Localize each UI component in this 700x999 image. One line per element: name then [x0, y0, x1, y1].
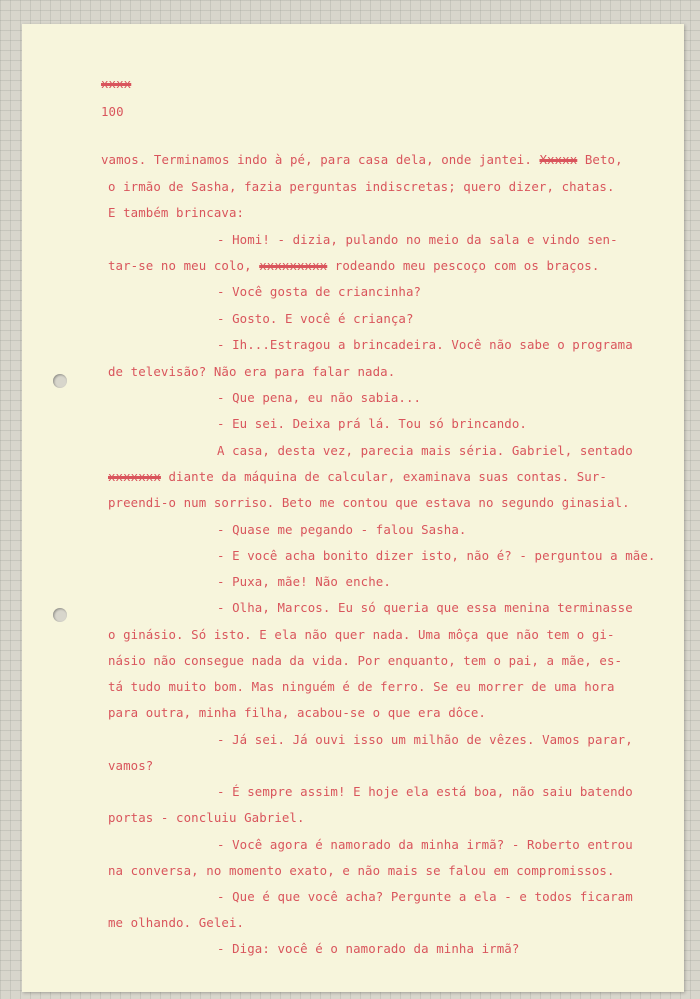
line-text: - Você gosta de criancinha?: [217, 284, 422, 299]
text-line: [217, 574, 391, 589]
text-line: [217, 443, 633, 458]
line-text: me olhando. Gelei.: [108, 915, 245, 930]
punch-hole: [53, 608, 67, 622]
line-text: - Quase me pegando - falou Sasha.: [217, 522, 467, 537]
line-text: tar-se no meu colo,: [108, 258, 260, 273]
text-line: [108, 179, 615, 194]
text-line: [108, 705, 486, 720]
line-text: - Homi! - dizia, pulando no meio da sala e vindo sen-: [217, 232, 618, 247]
text-line: [108, 653, 622, 668]
text-line: [108, 258, 599, 273]
struck-text: xxxxxxx: [108, 469, 161, 484]
text-line: [108, 469, 607, 484]
line-text: de televisão? Não era para falar nada.: [108, 364, 396, 379]
line-text: - Diga: você é o namorado da minha irmã?: [217, 941, 520, 956]
line-text: o irmão de Sasha, fazia perguntas indiscretas; quero dizer, chatas.: [108, 179, 615, 194]
line-text: - Já sei. Já ouvi isso um milhão de vêzes. Vamos parar,: [217, 732, 633, 747]
line-text: para outra, minha filha, acabou-se o que era dôce.: [108, 705, 486, 720]
punch-hole: [53, 374, 67, 388]
line-text: - É sempre assim! E hoje ela está boa, não saiu batendo: [217, 784, 633, 799]
line-text: na conversa, no momento exato, e não mais se falou em compromissos.: [108, 863, 615, 878]
text-line: [217, 784, 633, 799]
line-text: - Eu sei. Deixa prá lá. Tou só brincando.: [217, 416, 527, 431]
line-text: E também brincava:: [108, 205, 245, 220]
text-line: [217, 837, 633, 852]
text-line: [108, 495, 630, 510]
text-line: [217, 941, 519, 956]
text-line: [108, 205, 244, 220]
struck-text: Xxxxx: [539, 152, 578, 167]
text-line: [108, 627, 615, 642]
text-line: [217, 232, 618, 247]
text-line: [217, 600, 633, 615]
text-line: [217, 284, 421, 299]
text-line: [217, 311, 414, 326]
line-text: - Que pena, eu não sabia...: [217, 390, 422, 405]
line-text: - Ih...Estragou a brincadeira. Você não sabe o programa: [217, 337, 633, 352]
text-line: [108, 364, 395, 379]
text-line: [108, 679, 615, 694]
struck-text: xxxxxxxxx: [259, 258, 328, 273]
line-text: A casa, desta vez, parecia mais séria. Gabriel, sentado: [217, 443, 633, 458]
line-text: - Puxa, mãe! Não enche.: [217, 574, 391, 589]
line-text: rodeando meu pescoço com os braços.: [327, 258, 600, 273]
line-text: preendi-o num sorriso. Beto me contou que estava no segundo ginasial.: [108, 495, 630, 510]
line-text: násio não consegue nada da vida. Por enquanto, tem o pai, a mãe, es-: [108, 653, 623, 668]
line-text: Beto,: [577, 152, 623, 167]
text-line: [108, 863, 615, 878]
text-line: [217, 548, 655, 563]
line-text: o ginásio. Só isto. E ela não quer nada. Uma môça que não tem o gi-: [108, 627, 615, 642]
line-text: vamos?: [108, 758, 154, 773]
text-line: [108, 915, 244, 930]
text-line: [217, 732, 633, 747]
text-line: [101, 152, 623, 167]
line-text: - Você agora é namorado da minha irmã? - Roberto entrou: [217, 837, 633, 852]
struck-header: xxxx: [101, 76, 132, 91]
line-text: vamos. Terminamos indo à pé, para casa dela, onde jantei.: [101, 152, 540, 167]
line-text: diante da máquina de calcular, examinava suas contas. Sur-: [160, 469, 607, 484]
text-line: [108, 758, 153, 773]
line-text: - E você acha bonito dizer isto, não é? - perguntou a mãe.: [217, 548, 656, 563]
text-line: [217, 337, 633, 352]
line-text: portas - concluiu Gabriel.: [108, 810, 305, 825]
line-text: tá tudo muito bom. Mas ninguém é de ferro. Se eu morrer de uma hora: [108, 679, 615, 694]
line-text: - Que é que você acha? Pergunte a ela - e todos ficaram: [217, 889, 633, 904]
page-number: 100: [101, 104, 124, 119]
text-line: [217, 390, 421, 405]
text-line: [217, 416, 527, 431]
text-line: [108, 810, 305, 825]
line-text: - Gosto. E você é criança?: [217, 311, 414, 326]
text-line: [217, 522, 466, 537]
line-text: - Olha, Marcos. Eu só queria que essa menina terminasse: [217, 600, 633, 615]
text-line: [217, 889, 633, 904]
